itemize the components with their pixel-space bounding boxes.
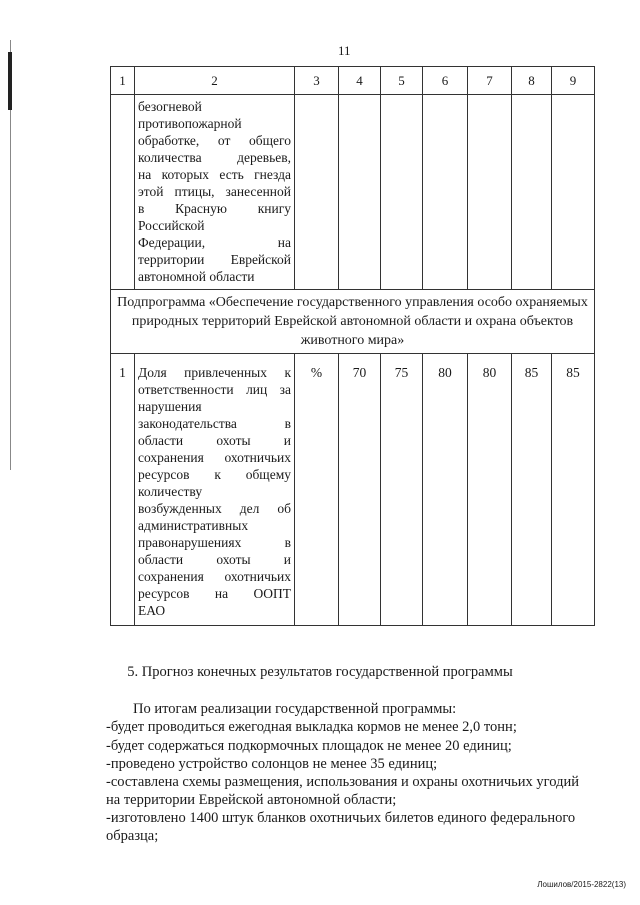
value-cell: [339, 95, 381, 290]
list-item: на территории Еврейской автономной области;: [106, 792, 397, 808]
indicator-line: законодательства в: [138, 416, 291, 431]
indicator-line: административных: [138, 518, 249, 533]
list-item: -проведено устройство солонцов не менее 35 единиц;: [106, 756, 438, 772]
indicator-line: количества деревьев,: [138, 150, 291, 165]
value-cell: [512, 95, 552, 290]
indicator-line: автономной области: [138, 269, 255, 284]
header-cell: 8: [512, 67, 552, 95]
indicator-line: Федерации, на: [138, 235, 291, 250]
list-item: -изготовлено 1400 штук бланков охотничьих билетов единого федерального: [106, 810, 576, 826]
value-cell: 85: [512, 354, 552, 626]
indicator-line: противопожарной: [138, 116, 242, 131]
header-cell: 1: [111, 67, 135, 95]
header-cell: 2: [135, 67, 295, 95]
header-cell: 7: [468, 67, 512, 95]
indicator-text: [138, 98, 291, 285]
indicator-line: ресурсов на ООПТ: [138, 586, 291, 601]
header-cell: 4: [339, 67, 381, 95]
value-cell: 70: [339, 354, 381, 626]
indicator-line: возбужденных дел об: [138, 501, 291, 516]
indicator-line: этой птицы, занесенной: [138, 184, 291, 199]
indicator-line: области охоты и: [138, 552, 291, 567]
table-header-row: [111, 67, 595, 95]
indicator-line: сохранения охотничьих: [138, 569, 291, 584]
indicator-line: сохранения охотничьих: [138, 450, 291, 465]
indicator-line: территории Еврейской: [138, 252, 291, 267]
subprogram-row: [111, 290, 595, 354]
header-cell: 5: [381, 67, 423, 95]
list-item: -будет проводиться ежегодная выкладка кормов не менее 2,0 тонн;: [106, 719, 517, 735]
value-cell: [552, 95, 595, 290]
indicator-line: ресурсов к общему: [138, 467, 291, 482]
value-cell: [468, 95, 512, 290]
indicator-line: ЕАО: [138, 603, 166, 618]
index-cell: [111, 95, 135, 290]
table-row: [111, 354, 595, 626]
unit-cell: %: [295, 354, 339, 626]
section-title: 5. Прогноз конечных результатов государственной программы: [127, 664, 513, 680]
header-cell: 3: [295, 67, 339, 95]
index-cell: 1: [111, 354, 135, 626]
indicator-line: на которых есть гнезда: [138, 167, 291, 182]
indicator-line: количеству: [138, 484, 203, 499]
list-item: -будет содержаться подкормочных площадок не менее 20 единиц;: [106, 738, 512, 754]
value-cell: 80: [423, 354, 468, 626]
header-cell: 6: [423, 67, 468, 95]
list-item: образца;: [106, 828, 159, 844]
value-cell: 80: [468, 354, 512, 626]
indicator-line: области охоты и: [138, 433, 291, 448]
value-cell: 85: [552, 354, 595, 626]
value-cell: [295, 95, 339, 290]
footer-code: Лошилов/2015-2822(13): [537, 880, 626, 889]
list-item: -составлена схемы размещения, использования и охраны охотничьих угодий: [106, 774, 579, 790]
indicator-line: правонарушениях в: [138, 535, 291, 550]
indicator-cell: [135, 354, 295, 626]
header-cell: 9: [552, 67, 595, 95]
indicator-line: Доля привлеченных к: [138, 365, 291, 380]
indicator-line: обработке, от общего: [138, 133, 291, 148]
indicator-line: Российской: [138, 218, 205, 233]
value-cell: [381, 95, 423, 290]
indicator-line: нарушения: [138, 399, 202, 414]
indicator-line: в Красную книгу: [138, 201, 291, 216]
section-intro: По итогам реализации государственной программы:: [133, 701, 457, 717]
indicators-table: [110, 66, 595, 626]
indicator-cell: [135, 95, 295, 290]
value-cell: [423, 95, 468, 290]
value-cell: 75: [381, 354, 423, 626]
subprogram-title: Подпрограмма «Обеспечение государственного управления особо охраняемых природных территорий Еврейской автономной области и охрана объектов животного мира»: [111, 290, 595, 354]
indicator-line: безогневой: [138, 99, 202, 114]
indicator-text: [138, 364, 291, 619]
table-row: [111, 95, 595, 290]
scan-margin-bar: [8, 52, 12, 110]
page-number: 11: [338, 43, 351, 58]
indicator-line: ответственности лиц за: [138, 382, 291, 397]
